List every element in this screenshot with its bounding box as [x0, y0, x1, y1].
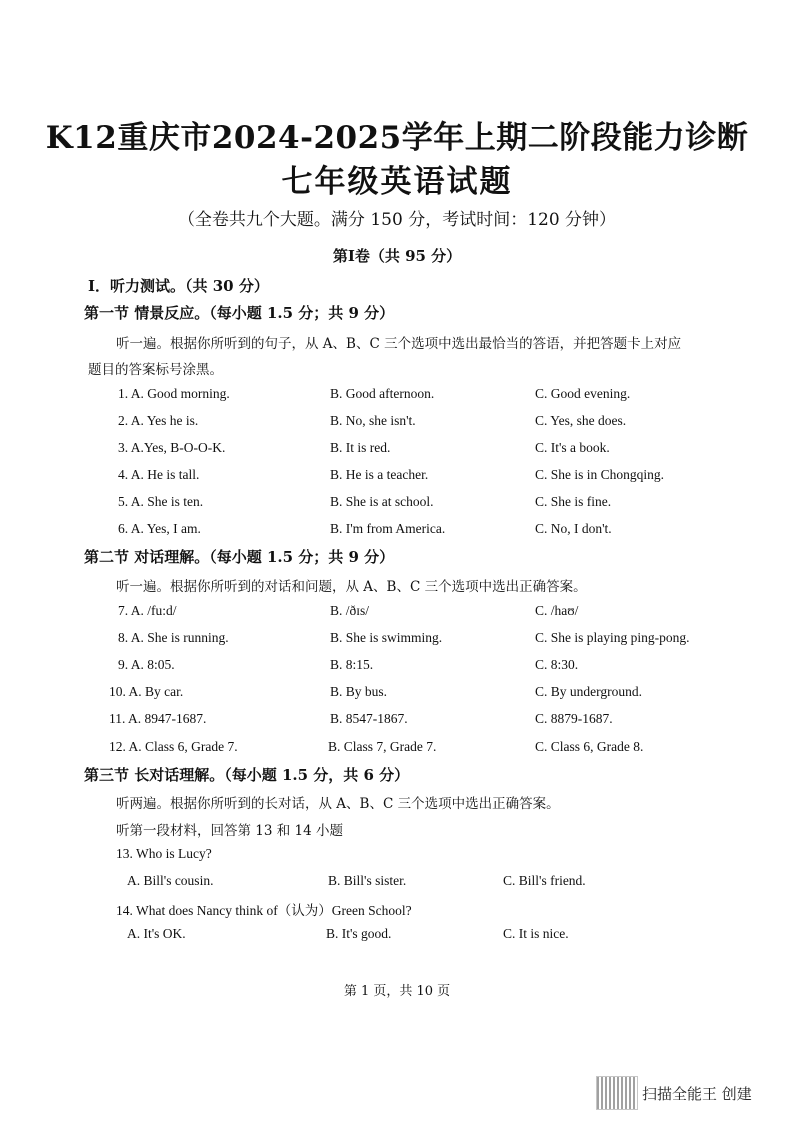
option-b: B. It is red.	[330, 440, 391, 455]
section3-material-note: 听第一段材料，回答第 13 和 14 小题	[116, 823, 344, 839]
option-a: 7. A. /fu:d/	[118, 603, 177, 618]
option-c: C. Class 6, Grade 8.	[535, 739, 644, 754]
option-a: 10. A. By car.	[109, 684, 184, 699]
option-a: 6. A. Yes, I am.	[118, 521, 201, 536]
option-b: B. Class 7, Grade 7.	[328, 739, 437, 754]
option-b: B. She is swimming.	[330, 630, 443, 645]
option-a: A. It's OK.	[127, 926, 186, 941]
option-c: C. Bill's friend.	[503, 873, 586, 888]
option-c: C. She is fine.	[535, 494, 612, 509]
option-b: B. Good afternoon.	[330, 386, 435, 401]
option-b: B. 8:15.	[330, 657, 374, 672]
section3-instruction: 听两遍。根据你所听到的长对话，从 A、B、C 三个选项中选出正确答案。	[116, 796, 560, 812]
option-a: 3. A.Yes, B-O-O-K.	[118, 440, 226, 455]
option-b: B. She is at school.	[330, 494, 434, 509]
part1-heading: Ⅰ．听力测试。（共 30 分）	[88, 277, 269, 295]
option-b: B. By bus.	[330, 684, 388, 699]
option-a: 9. A. 8:05.	[118, 657, 175, 672]
option-c: C. No, I don't.	[535, 521, 612, 536]
exam-title-line1: K12重庆市2024-2025学年上期二阶段能力诊断	[45, 120, 749, 156]
option-b: B. Bill's sister.	[328, 873, 407, 888]
option-c: C. 8879-1687.	[535, 711, 613, 726]
option-a: 5. A. She is ten.	[118, 494, 204, 509]
option-b: B. He is a teacher.	[330, 467, 429, 482]
option-a: 8. A. She is running.	[118, 630, 229, 645]
option-c: C. /haʊ/	[535, 603, 579, 618]
volume-heading: 第Ⅰ卷（共 95 分）	[332, 247, 462, 265]
option-c: C. It is nice.	[503, 926, 569, 941]
page-number: 第 1 页，共 10 页	[343, 984, 451, 999]
question-14: 14. What does Nancy think of（认为）Green School?	[116, 903, 412, 918]
option-c: C. Yes, she does.	[535, 413, 627, 428]
question-13: 13. Who is Lucy?	[116, 846, 212, 861]
section1-heading: 第一节 情景反应。（每小题 1.5 分；共 9 分）	[84, 304, 395, 322]
section1-instruction-line1: 听一遍。根据你所听到的句子，从 A、B、C 三个选项中选出最恰当的答语，并把答题卡上对应	[116, 336, 682, 352]
option-b: B. I'm from America.	[330, 521, 446, 536]
option-a: 1. A. Good morning.	[118, 386, 230, 401]
option-c: C. 8:30.	[535, 657, 579, 672]
option-a: 2. A. Yes he is.	[118, 413, 199, 428]
option-b: B. No, she isn't.	[330, 413, 416, 428]
option-a: 4. A. He is tall.	[118, 467, 200, 482]
scanner-watermark: 扫描全能王 创建	[642, 1085, 752, 1103]
option-b: B. 8547-1867.	[330, 711, 408, 726]
qr-code-icon	[596, 1076, 638, 1110]
option-c: C. By underground.	[535, 684, 642, 699]
exam-title-line2: 七年级英语试题	[281, 164, 513, 200]
section3-heading: 第三节 长对话理解。（每小题 1.5 分，共 6 分）	[84, 766, 410, 784]
option-c: C. She is in Chongqing.	[535, 467, 665, 482]
option-b: B. /ðɪs/	[330, 603, 370, 618]
section1-instruction-line2: 题目的答案标号涂黑。	[88, 362, 223, 378]
option-a: 12. A. Class 6, Grade 7.	[109, 739, 238, 754]
option-c: C. She is playing ping-pong.	[535, 630, 690, 645]
option-c: C. It's a book.	[535, 440, 610, 455]
option-b: B. It's good.	[326, 926, 392, 941]
section2-instruction: 听一遍。根据你所听到的对话和问题，从 A、B、C 三个选项中选出正确答案。	[116, 579, 587, 595]
option-c: C. Good evening.	[535, 386, 631, 401]
exam-subtitle: （全卷共九个大题。满分 150 分，考试时间：120 分钟）	[177, 210, 617, 230]
section2-heading: 第二节 对话理解。（每小题 1.5 分；共 9 分）	[84, 548, 395, 566]
option-a: A. Bill's cousin.	[127, 873, 214, 888]
option-a: 11. A. 8947-1687.	[109, 711, 207, 726]
